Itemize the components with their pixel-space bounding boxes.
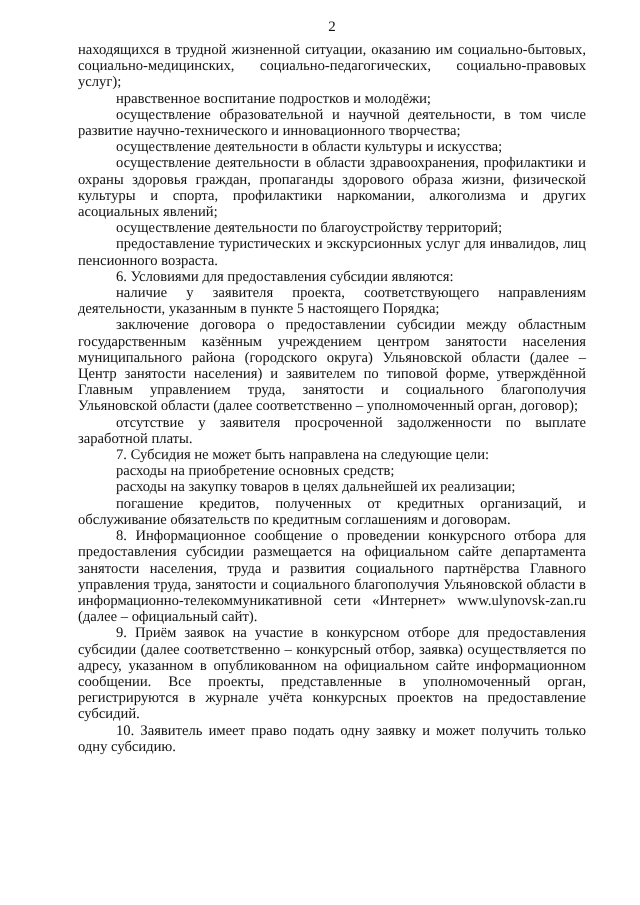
paragraph: 9. Приём заявок на участие в конкурсном отборе для предоставления субсидии (далее соответственно – конкурсный отбор, заявка) осуществляется по адресу, указанном в опубликованном на официальном сайте информационном сообщении. Все проекты, представленные в уполномоченный орган, регистрируются в журнале учёта конкурсных проектов на предоставление субсидий.: [78, 625, 586, 723]
paragraph: осуществление деятельности в области здравоохранения, профилактики и охраны здоровья граждан, пропаганды здорового образа жизни, физической культуры и спорта, профилактики наркомании, алкоголизма и других асоциальных явлений;: [78, 155, 586, 221]
paragraph: осуществление деятельности по благоустройству территорий;: [116, 220, 503, 237]
paragraph: осуществление деятельности в области культуры и искусства;: [116, 139, 503, 156]
paragraph: 6. Условиями для предоставления субсидии являются:: [116, 268, 454, 285]
paragraph: нравственное воспитание подростков и молодёжи;: [116, 90, 431, 107]
paragraph: 8. Информационное сообщение о проведении конкурсного отбора для предоставления субсидии размещается на официальном сайте департамента занятости населения, труда и развития социального партнёрства Главного управления труда, занятости и социального благополучия Ульяновской области в информационно-телекоммуникативной сети «Интернет» www.ulynovsk-zan.ru (далее – официальный сайт).: [78, 528, 586, 626]
paragraph: предоставление туристических и экскурсионных услуг для инвалидов, лиц пенсионного возраста.: [78, 236, 586, 269]
paragraph: находящихся в трудной жизненной ситуации, оказанию им социально-бытовых, социально-медицинских, социально-педагогических, социально-правовых услуг);: [78, 42, 586, 91]
paragraph: заключение договора о предоставлении субсидии между областным государственным казённым учреждением центром занятости населения муниципального района (городского округа) Ульяновской области (далее – Центр занятости населения) и заявителем по типовой форме, утверждённой Главным управлением труда, занятости и социального благополучия Ульяновской области (далее соответственно – уполномоченный орган, договор);: [78, 317, 586, 415]
paragraph: расходы на приобретение основных средств;: [116, 463, 395, 480]
paragraph: 7. Субсидия не может быть направлена на следующие цели:: [116, 447, 490, 464]
paragraph: осуществление образовательной и научной деятельности, в том числе развитие научно-технического и инновационного творчества;: [78, 106, 586, 140]
document-body: [78, 42, 586, 755]
paragraph: расходы на закупку товаров в целях дальнейшей их реализации;: [116, 479, 516, 496]
paragraph: погашение кредитов, полученных от кредитных организаций, и обслуживание обязательств по кредитным соглашениям и договорам.: [78, 495, 586, 528]
paragraph: наличие у заявителя проекта, соответствующего направлениям деятельности, указанным в пункте 5 настоящего Порядка;: [78, 285, 586, 318]
page-number: 2: [328, 19, 336, 35]
paragraph: 10. Заявитель имеет право подать одну заявку и может получить только одну субсидию.: [78, 722, 586, 755]
paragraph: отсутствие у заявителя просроченной задолженности по выплате заработной платы.: [78, 414, 586, 447]
